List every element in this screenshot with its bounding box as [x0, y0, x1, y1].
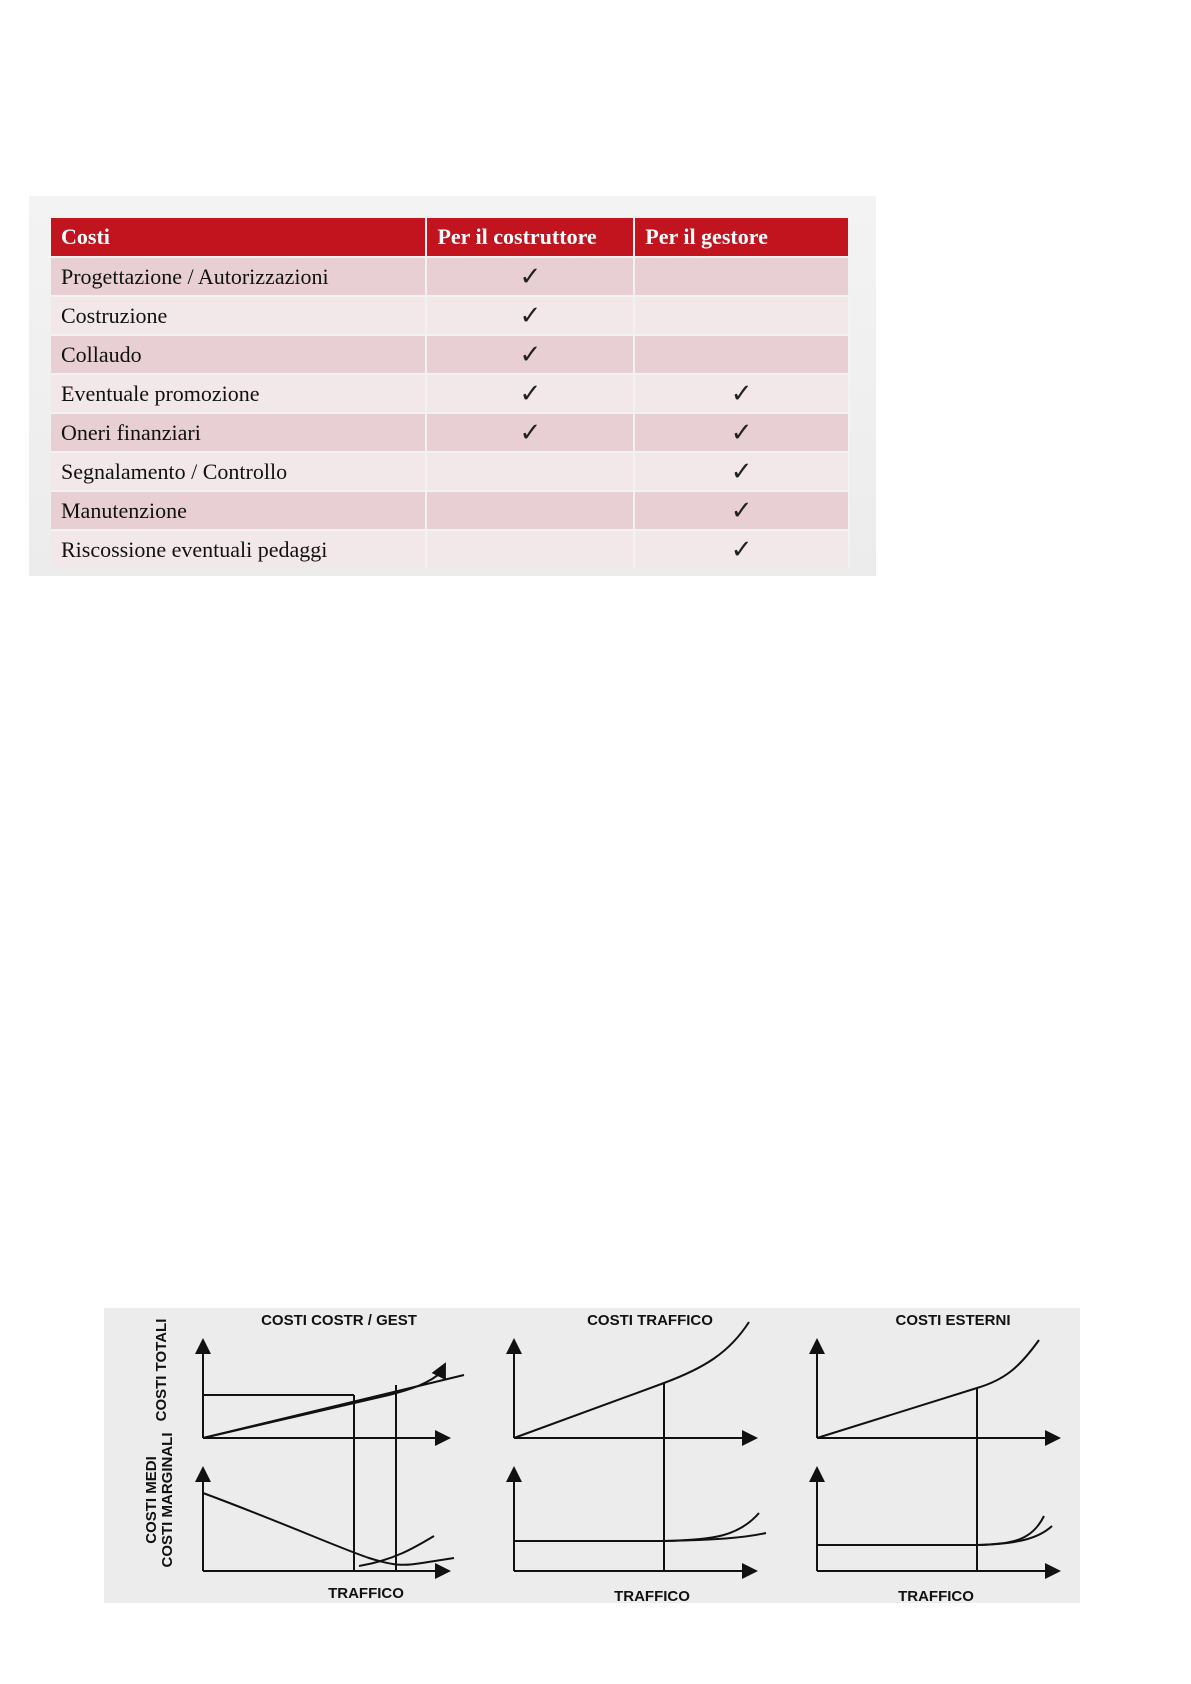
- table-header-row: [51, 218, 849, 257]
- panel-1-curves: [203, 1364, 464, 1571]
- cost-label: Riscossione eventuali pedaggi: [51, 530, 426, 568]
- cost-label: Collaudo: [51, 335, 426, 374]
- checkmark-icon: ✓: [730, 456, 753, 487]
- gestore-cell: [634, 335, 849, 374]
- ylabel-costi-marginali: COSTI MARGINALI: [159, 1432, 176, 1568]
- table-row: [51, 335, 849, 374]
- gestore-cell: [634, 452, 849, 491]
- panel-1-title: COSTI COSTR / GEST: [261, 1312, 417, 1329]
- panel-2-title: COSTI TRAFFICO: [587, 1312, 713, 1329]
- panel-3-axes: [817, 1340, 1059, 1571]
- costruttore-cell: [426, 257, 634, 296]
- cost-curves-figure: [104, 1308, 1080, 1603]
- gestore-cell: [634, 491, 849, 530]
- gestore-cell: [634, 296, 849, 335]
- ylabel-costi-medi: COSTI MEDI: [143, 1456, 160, 1544]
- cost-label: Eventuale promozione: [51, 374, 426, 413]
- table-body: [51, 257, 849, 568]
- cost-curves-svg: [104, 1308, 1080, 1603]
- table-row: [51, 413, 849, 452]
- costruttore-cell: [426, 296, 634, 335]
- table-row: [51, 257, 849, 296]
- costruttore-cell: [426, 530, 634, 568]
- checkmark-icon: ✓: [730, 534, 753, 565]
- panel-1-xlabel: TRAFFICO: [328, 1585, 404, 1602]
- costs-table: [51, 218, 850, 568]
- checkmark-icon: ✓: [730, 417, 753, 448]
- costruttore-cell: [426, 335, 634, 374]
- checkmark-icon: ✓: [519, 339, 542, 370]
- checkmark-icon: ✓: [519, 300, 542, 331]
- panel-1-axes: [203, 1340, 449, 1571]
- gestore-cell: [634, 413, 849, 452]
- table-row: [51, 296, 849, 335]
- table-row: [51, 491, 849, 530]
- header-gestore: Per il gestore: [634, 218, 849, 257]
- cost-label: Manutenzione: [51, 491, 426, 530]
- checkmark-icon: ✓: [519, 378, 542, 409]
- panel-3-title: COSTI ESTERNI: [895, 1312, 1011, 1329]
- header-costi: Costi: [51, 218, 426, 257]
- gestore-cell: [634, 374, 849, 413]
- panel-2-xlabel: TRAFFICO: [614, 1588, 690, 1603]
- table-row: [51, 530, 849, 568]
- gestore-cell: [634, 530, 849, 568]
- costruttore-cell: [426, 374, 634, 413]
- costruttore-cell: [426, 413, 634, 452]
- cost-label: Progettazione / Autorizzazioni: [51, 257, 426, 296]
- ylabel-costi-totali: COSTI TOTALI: [153, 1318, 170, 1422]
- panel-3-curves: [817, 1340, 1052, 1571]
- table-row: [51, 452, 849, 491]
- costs-table-slide: [29, 196, 876, 576]
- cost-label: Oneri finanziari: [51, 413, 426, 452]
- cost-label: Costruzione: [51, 296, 426, 335]
- gestore-cell: [634, 257, 849, 296]
- panel-2-curves: [514, 1322, 766, 1571]
- cost-label: Segnalamento / Controllo: [51, 452, 426, 491]
- header-costruttore: Per il costruttore: [426, 218, 634, 257]
- costruttore-cell: [426, 452, 634, 491]
- panel-3-xlabel: TRAFFICO: [898, 1588, 974, 1603]
- checkmark-icon: ✓: [730, 495, 753, 526]
- checkmark-icon: ✓: [519, 417, 542, 448]
- checkmark-icon: ✓: [519, 261, 542, 292]
- table-row: [51, 374, 849, 413]
- checkmark-icon: ✓: [730, 378, 753, 409]
- costruttore-cell: [426, 491, 634, 530]
